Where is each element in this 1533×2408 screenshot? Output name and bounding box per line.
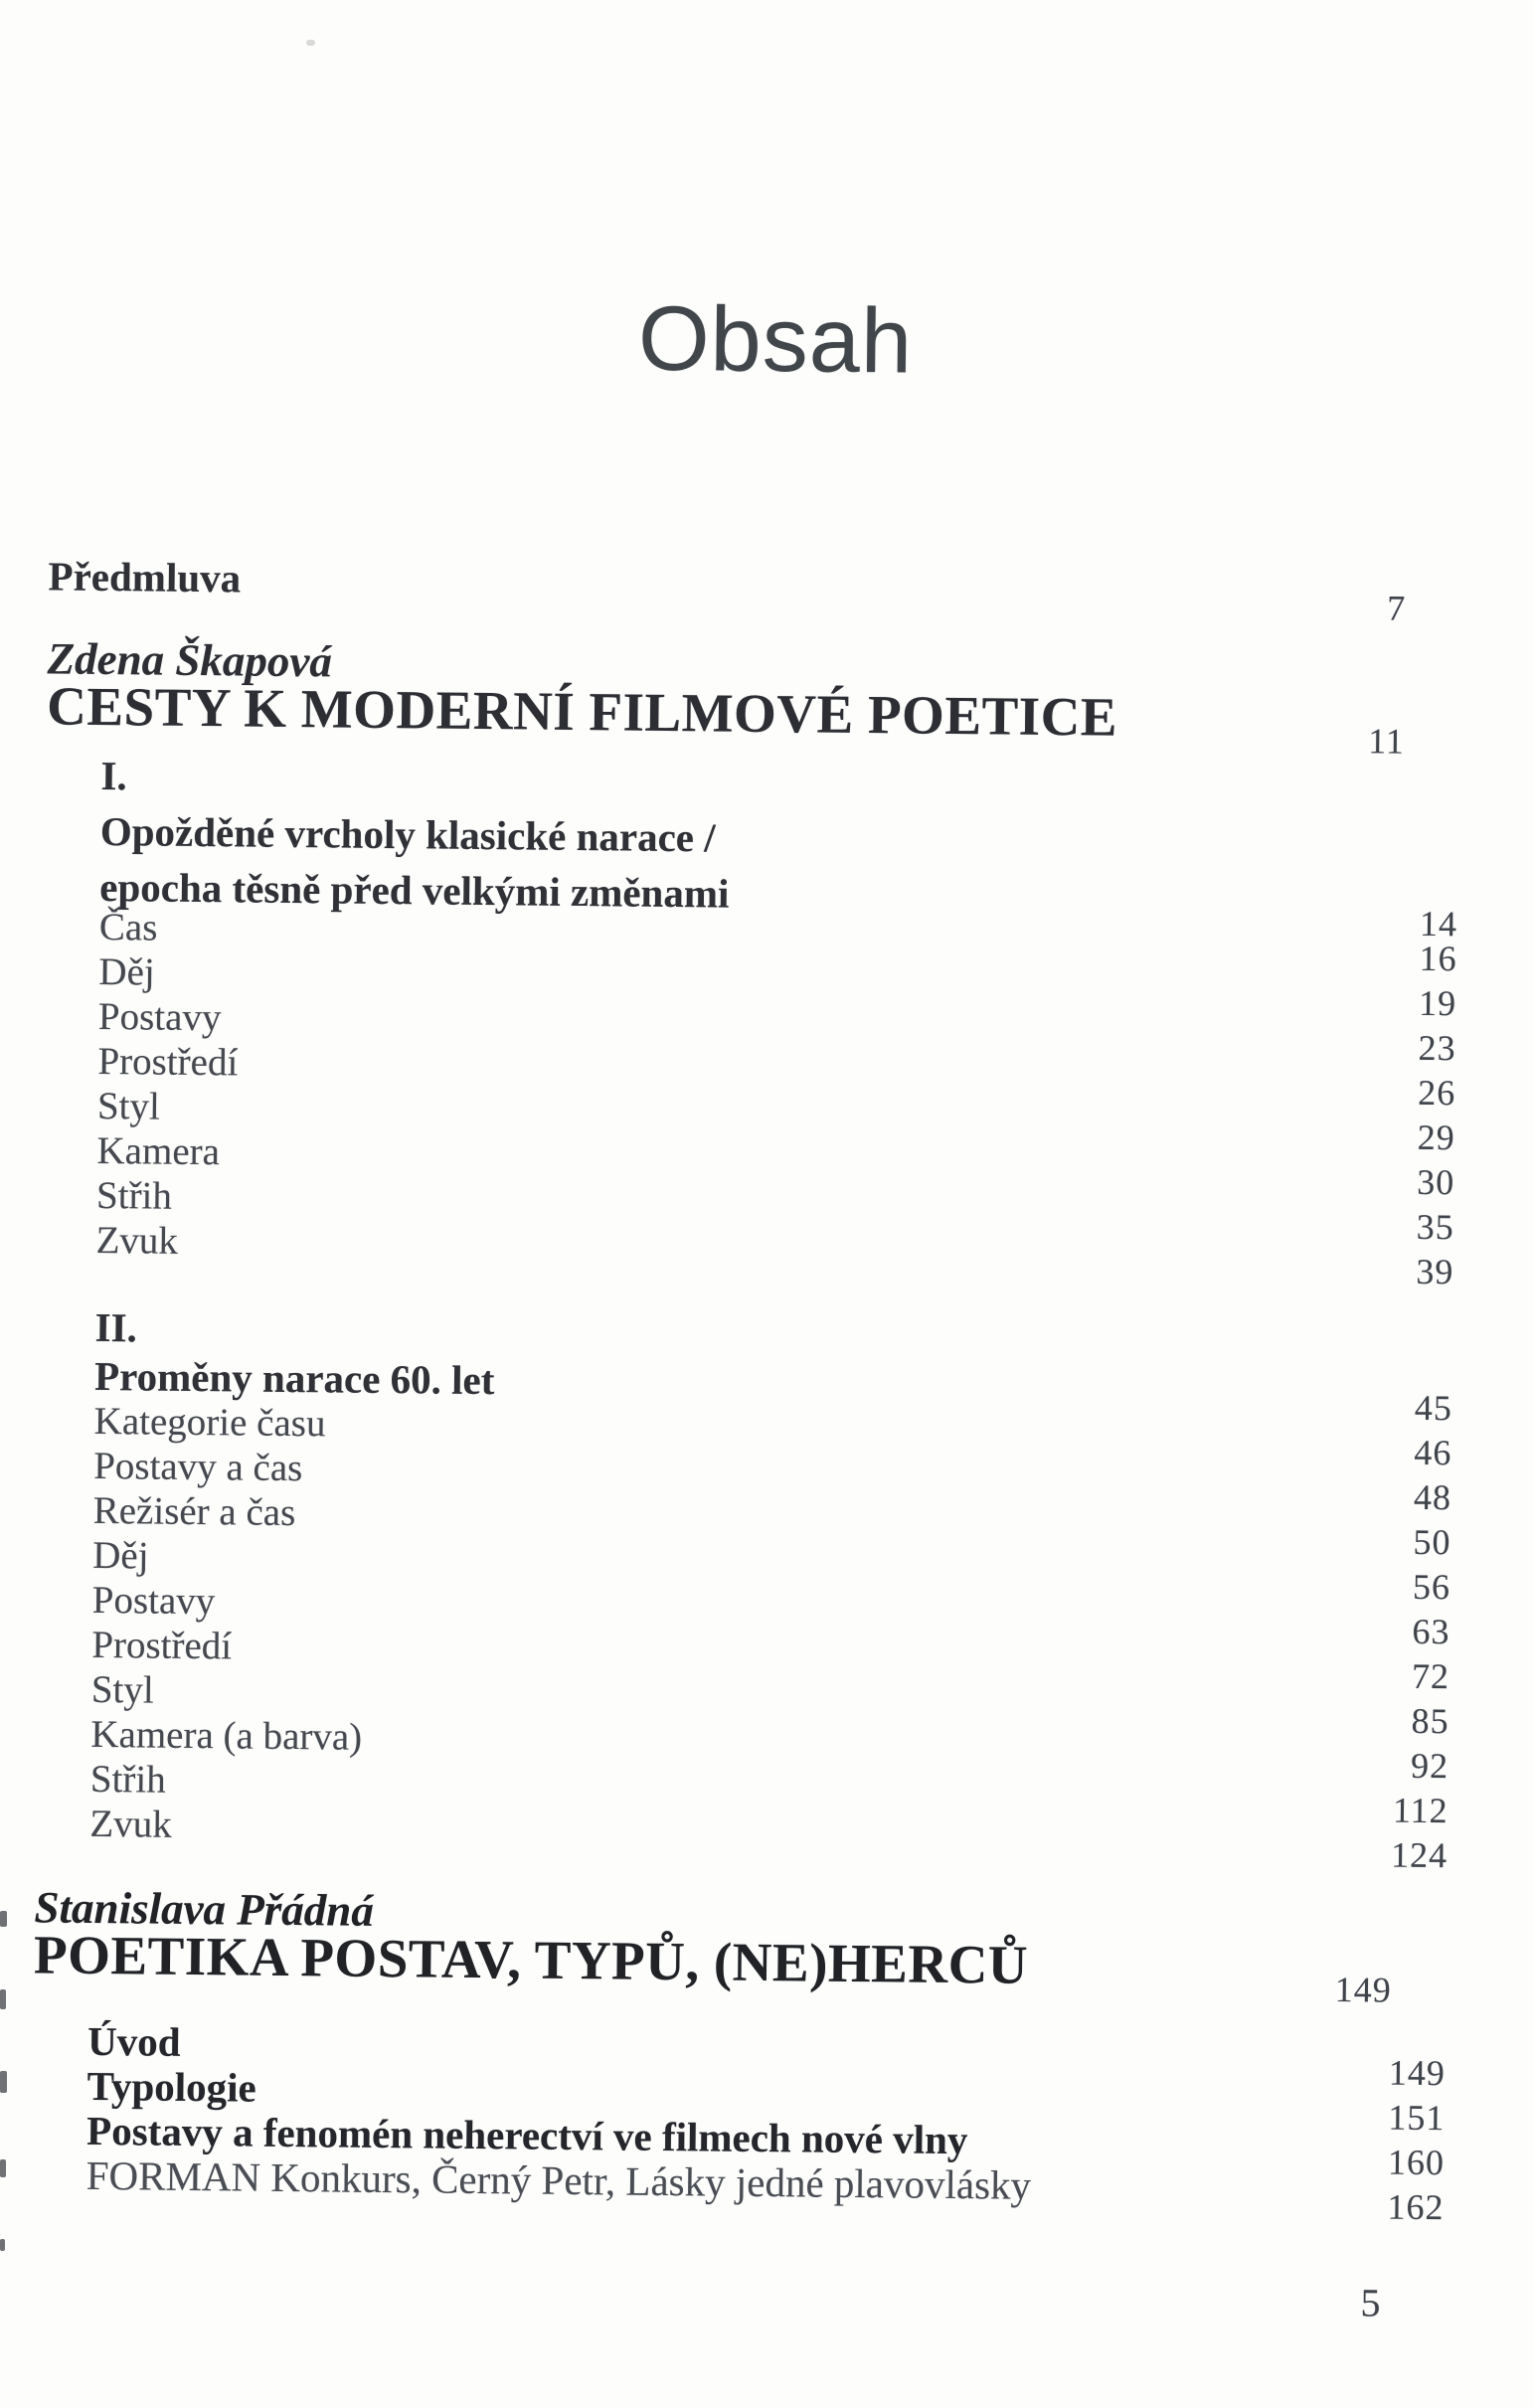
- toc-entry-label: Děj: [92, 1533, 149, 1578]
- toc-entry-page: 39: [1416, 1251, 1454, 1292]
- part2-items: [31, 2017, 1447, 2228]
- toc-entry-page: 14: [1419, 903, 1458, 945]
- toc-entry-label: Čas: [98, 905, 158, 949]
- toc-entry-page: 72: [1411, 1655, 1450, 1697]
- section-heading-line1: Proměny narace 60. let: [93, 1352, 495, 1404]
- toc-entry-page: 48: [1413, 1476, 1452, 1518]
- toc-entry-label: Typologie: [86, 2062, 257, 2111]
- scan-ink-speck: [0, 1911, 7, 1927]
- toc-entry-page: 46: [1414, 1432, 1452, 1473]
- section-numeral: II.: [94, 1303, 138, 1351]
- scan-ink-speck: [0, 1989, 6, 2009]
- toc-entry-page: 11: [1368, 721, 1406, 762]
- toc-entry-page: 92: [1410, 1745, 1449, 1787]
- toc-entry-page: 19: [1418, 982, 1457, 1024]
- toc-entry-label: Kamera (a barva): [90, 1712, 363, 1759]
- toc-entry-page: 16: [1419, 938, 1457, 979]
- toc-entry-label: Děj: [98, 949, 155, 994]
- toc-entry-label: Zvuk: [95, 1218, 179, 1263]
- toc-entry-label: Prostředí: [91, 1623, 233, 1668]
- toc-entry-label: Kamera: [96, 1128, 221, 1174]
- toc-entry-label: Předmluva: [48, 553, 242, 602]
- toc-entry-label: Postavy a čas: [92, 1444, 303, 1490]
- toc-entry-label: Prostředí: [97, 1039, 239, 1085]
- toc-entry-page: 56: [1412, 1566, 1451, 1608]
- toc-entry-page: 162: [1387, 2186, 1445, 2228]
- part2-heading-block: [33, 1882, 1393, 2010]
- toc-entry-page: 7: [1387, 588, 1407, 628]
- page-folio: 5: [1360, 2280, 1381, 2325]
- toc-entry-page: 85: [1411, 1700, 1449, 1742]
- toc-entry-page: 45: [1414, 1387, 1453, 1429]
- toc-entry-label: Postavy: [97, 994, 222, 1040]
- folio-row: [31, 2269, 1389, 2325]
- toc-entry-label: Styl: [90, 1667, 154, 1712]
- toc-entry-page: 151: [1388, 2097, 1446, 2139]
- part2-author: Stanislava Přádná: [34, 1882, 375, 1936]
- section-1: [41, 747, 1458, 1292]
- front-matter-block: [48, 553, 1407, 628]
- section-heading-line2: epocha těsně před velkými změnami: [99, 863, 730, 917]
- section-heading-line1: Opožděné vrcholy klasické narace /: [99, 807, 716, 861]
- toc-entry-label: Zvuk: [89, 1802, 172, 1846]
- toc-entry-page: 50: [1413, 1521, 1451, 1563]
- toc-entry-page: 26: [1418, 1072, 1456, 1114]
- part1-title: CESTY K MODERNÍ FILMOVÉ POETICE: [46, 675, 1118, 748]
- section-numeral: I.: [100, 752, 127, 799]
- toc-entry-page: 63: [1412, 1611, 1450, 1652]
- scan-ink-speck: [0, 2239, 5, 2251]
- toc-entry-page: 23: [1418, 1027, 1456, 1069]
- toc-entry-page: 124: [1390, 1834, 1448, 1876]
- toc-entry-label: Střih: [89, 1757, 166, 1802]
- toc-entry-label: Styl: [96, 1084, 161, 1128]
- toc-entry: [48, 553, 1407, 628]
- toc-entry-label: Postavy a fenomén neherectví ve filmech nové vlny: [85, 2107, 968, 2163]
- scan-ink-speck: [0, 2159, 6, 2177]
- toc-entry-page: 112: [1392, 1790, 1448, 1831]
- toc-entry-page: 30: [1417, 1161, 1455, 1203]
- part1-heading-block: [46, 633, 1406, 762]
- toc-entry-page: 29: [1417, 1117, 1455, 1158]
- section-2: [35, 1300, 1453, 1876]
- page-title: Obsah: [637, 287, 914, 393]
- toc-entry-label: Kategorie času: [93, 1399, 326, 1446]
- toc-entry-page: 149: [1388, 2052, 1447, 2094]
- toc-entry-page: 35: [1416, 1206, 1455, 1248]
- scan-ink-speck: [0, 2071, 7, 2093]
- scan-smudge: [306, 40, 315, 46]
- toc-entry-page: 149: [1334, 1970, 1392, 2010]
- toc-entry-label: Postavy: [91, 1578, 216, 1624]
- toc-entry-label: Režisér a čas: [92, 1488, 296, 1535]
- part2-title: POETIKA POSTAV, TYPŮ, (NE)HERCŮ: [33, 1924, 1029, 1995]
- toc-entry-page: 160: [1387, 2142, 1446, 2183]
- toc-entry-label: Úvod: [86, 2017, 181, 2065]
- toc-entry-label: Střih: [95, 1173, 173, 1218]
- toc-entry-label: FORMAN Konkurs, Černý Petr, Lásky jedné plavovlásky: [85, 2151, 1032, 2208]
- part1-author: Zdena Škapová: [47, 633, 333, 687]
